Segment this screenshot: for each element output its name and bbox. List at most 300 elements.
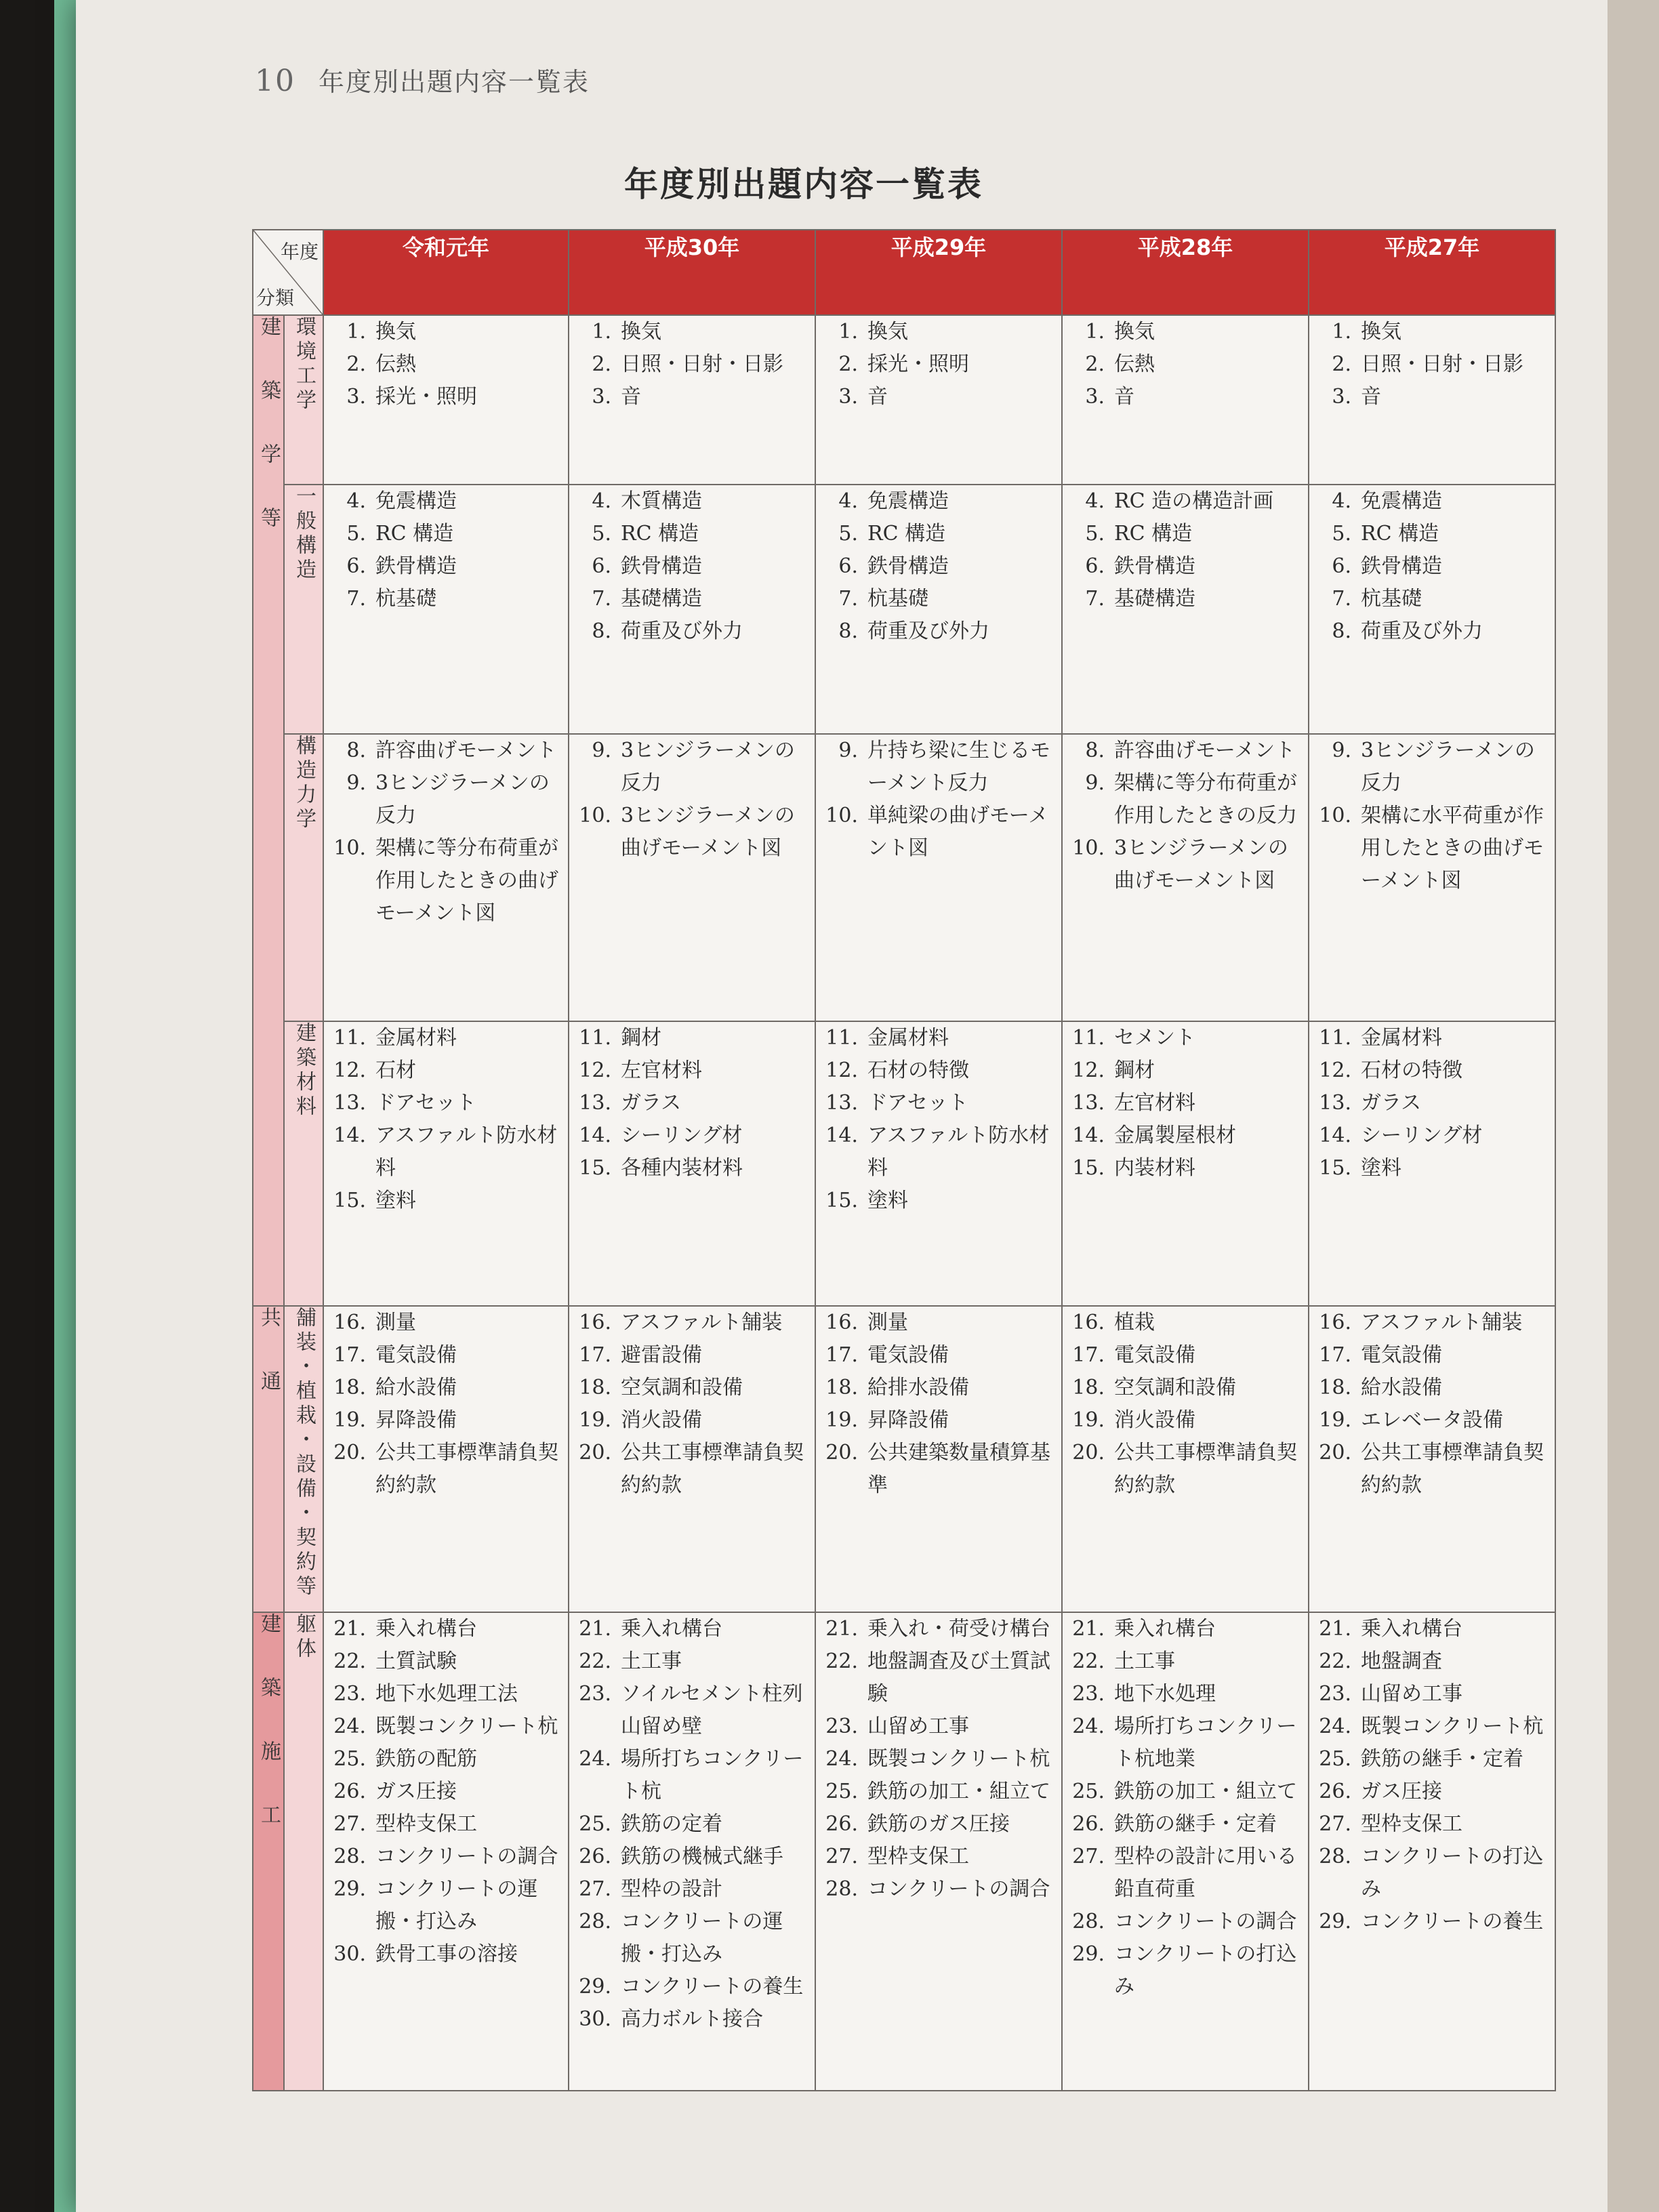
topic-text: 左官材料 (621, 1059, 702, 1082)
topic-text: 伝熱 (1114, 352, 1155, 376)
topic-text: 公共工事標準請負契約約款 (1114, 1441, 1297, 1497)
topic-text: ドアセット (867, 1091, 968, 1115)
major-category-label: 建築学等 (257, 316, 281, 571)
topic-item (324, 1120, 568, 1185)
topic-item (569, 1372, 815, 1404)
topic-number: 20. (579, 1441, 611, 1465)
topic-number: 7. (346, 587, 366, 611)
topic-item (816, 1120, 1061, 1185)
topic-text: 公共建築数量積算基準 (867, 1441, 1050, 1497)
topic-cell (569, 485, 815, 734)
topic-number: 13. (1072, 1091, 1105, 1115)
topic-text: コンクリートの調合 (867, 1877, 1050, 1901)
topic-number: 2. (592, 352, 611, 376)
topic-number: 18. (825, 1376, 858, 1399)
topic-text: 公共工事標準請負契約約款 (375, 1441, 558, 1497)
topic-number: 26. (1072, 1812, 1105, 1836)
topic-cell (323, 734, 569, 1021)
topic-number: 21. (579, 1617, 611, 1641)
topic-item (569, 1645, 815, 1678)
topic-item (816, 1841, 1061, 1873)
topic-number: 10. (579, 804, 611, 827)
topic-item (324, 1339, 568, 1372)
next-page-edge (1607, 0, 1659, 2212)
topic-item (1309, 316, 1555, 348)
topic-item (569, 1054, 815, 1087)
topic-item (569, 1339, 815, 1372)
topic-number: 14. (1319, 1124, 1351, 1147)
topic-item (1309, 348, 1555, 381)
topic-text: 許容曲げモーメント (375, 739, 557, 762)
topic-item (1063, 1808, 1308, 1841)
topic-cell (815, 485, 1062, 734)
topic-number: 12. (579, 1059, 611, 1082)
page-title: 年度別出題内容一覧表 (624, 165, 983, 204)
topic-text: 高力ボルト接合 (621, 2007, 763, 2031)
topic-item (1063, 1938, 1308, 2003)
topic-item (1063, 1678, 1308, 1711)
topic-number: 28. (825, 1877, 858, 1901)
table-row (253, 1612, 1555, 2091)
topic-cell (1309, 734, 1555, 1021)
subcategory-label: 一般構造 (292, 485, 316, 583)
topic-text: 鉄筋の加工・組立て (1114, 1780, 1297, 1803)
topic-text: 基礎構造 (1114, 587, 1195, 611)
topic-text: 音 (867, 385, 888, 409)
topic-number: 10. (333, 836, 366, 860)
major-category (253, 1306, 284, 1612)
topic-item (816, 615, 1061, 648)
topic-item (324, 1054, 568, 1087)
topic-text: RC 構造 (621, 522, 699, 546)
topic-text: シーリング材 (1361, 1124, 1483, 1147)
topic-item (569, 1152, 815, 1185)
subcategory (284, 485, 323, 734)
topic-text: ドアセット (375, 1091, 476, 1115)
topic-text: 山留め工事 (1361, 1682, 1462, 1706)
topic-text: 場所打ちコンクリート杭地業 (1114, 1715, 1297, 1771)
topic-text: 地盤調査 (1361, 1650, 1442, 1673)
topic-item (816, 485, 1061, 518)
table-row (253, 1021, 1555, 1306)
topic-text: 場所打ちコンクリート杭 (621, 1747, 804, 1803)
topic-number: 16. (1319, 1311, 1351, 1334)
topic-number: 22. (333, 1650, 366, 1673)
subcategory-label: 環境工学 (292, 316, 316, 413)
topic-item (816, 1185, 1061, 1217)
topic-text: 音 (1114, 385, 1134, 409)
topic-item (816, 1372, 1061, 1404)
topic-number: 9. (1085, 771, 1105, 795)
topic-number: 27. (825, 1845, 858, 1868)
topic-item (816, 1873, 1061, 1906)
topic-item (569, 1971, 815, 2003)
topic-text: 型枠支保工 (867, 1845, 969, 1868)
subcategory-label: 躯体 (292, 1613, 316, 1662)
topic-item (1063, 1054, 1308, 1087)
topic-text: 石材の特徴 (867, 1059, 969, 1082)
topic-number: 5. (592, 522, 611, 546)
topic-cell (569, 1021, 815, 1306)
topic-number: 13. (333, 1091, 366, 1115)
topic-item (569, 800, 815, 865)
topic-item (569, 550, 815, 583)
topic-number: 8. (592, 619, 611, 643)
topic-item (569, 1437, 815, 1502)
topic-text: 給排水設備 (867, 1376, 969, 1399)
topic-text: 鉄筋の機械式継手 (621, 1845, 783, 1868)
topic-number: 27. (1072, 1845, 1105, 1868)
topic-text: 木質構造 (621, 489, 702, 513)
topic-text: 換気 (1114, 320, 1155, 344)
topic-item (816, 550, 1061, 583)
topic-number: 25. (579, 1812, 611, 1836)
topic-item (816, 1054, 1061, 1087)
topic-item (816, 1645, 1061, 1711)
topic-text: ソイルセメント柱列山留め壁 (621, 1682, 803, 1738)
topic-number: 24. (825, 1747, 858, 1771)
topic-number: 6. (1332, 554, 1351, 578)
topic-number: 19. (333, 1408, 366, 1432)
topic-item (324, 1307, 568, 1339)
topic-number: 7. (1085, 587, 1105, 611)
topic-item (816, 1087, 1061, 1120)
topic-text: 採光・照明 (375, 385, 477, 409)
subcategory (284, 315, 323, 485)
topic-number: 17. (1072, 1343, 1105, 1367)
topic-item (1309, 1841, 1555, 1906)
topic-text: 鉄骨構造 (1114, 554, 1195, 578)
topic-text: 鉄骨構造 (375, 554, 457, 578)
topic-text: 鉄筋の加工・組立て (867, 1780, 1050, 1803)
topic-number: 7. (1332, 587, 1351, 611)
major-category (253, 1612, 284, 2091)
topic-item (324, 1938, 568, 1971)
topic-item (1063, 485, 1308, 518)
topic-item (569, 1678, 815, 1743)
topic-item (816, 316, 1061, 348)
topic-text: アスファルト舗装 (621, 1311, 783, 1334)
topic-text: 3ヒンジラーメンの曲げモーメント図 (1114, 836, 1288, 893)
topic-number: 7. (838, 587, 858, 611)
topic-number: 26. (579, 1845, 611, 1868)
topic-cell (1309, 1612, 1555, 2091)
topic-text: 電気設備 (1361, 1343, 1442, 1367)
topic-text: 架構に水平荷重が作用したときの曲げモーメント図 (1361, 804, 1544, 893)
topic-number: 8. (1332, 619, 1351, 643)
subcategory (284, 1306, 323, 1612)
topic-number: 27. (1319, 1812, 1351, 1836)
topic-text: 塗料 (867, 1189, 908, 1212)
topic-number: 25. (333, 1747, 366, 1771)
topic-number: 25. (1319, 1747, 1351, 1771)
topic-number: 9. (1332, 739, 1351, 762)
topic-number: 3. (346, 385, 366, 409)
topic-text: 日照・日射・日影 (621, 352, 783, 376)
topic-item (1063, 583, 1308, 615)
topic-number: 30. (333, 1942, 366, 1966)
topic-text: 地盤調査及び土質試験 (867, 1650, 1050, 1706)
topic-item (1309, 381, 1555, 413)
topic-item (324, 1711, 568, 1743)
topic-number: 17. (333, 1343, 366, 1367)
topic-item (1309, 550, 1555, 583)
topic-number: 12. (1319, 1059, 1351, 1082)
topic-item (1309, 1776, 1555, 1808)
topic-number: 29. (1319, 1910, 1351, 1933)
topic-text: セメント (1114, 1026, 1195, 1050)
topic-item (324, 1873, 568, 1938)
topic-text: 型枠の設計 (621, 1877, 722, 1901)
topic-number: 11. (825, 1026, 858, 1050)
topic-text: 3ヒンジラーメンの反力 (621, 739, 795, 795)
topic-item (816, 1711, 1061, 1743)
topic-text: 単純梁の曲げモーメント図 (867, 804, 1049, 860)
topic-item (1309, 1906, 1555, 1938)
topic-number: 30. (579, 2007, 611, 2031)
topic-cell (1309, 485, 1555, 734)
topic-number: 5. (838, 522, 858, 546)
topic-cell (1062, 315, 1309, 485)
topic-number: 6. (838, 554, 858, 578)
topic-text: 換気 (1361, 320, 1401, 344)
topic-number: 23. (579, 1682, 611, 1706)
topic-number: 24. (1072, 1715, 1105, 1738)
topic-text: 消火設備 (1114, 1408, 1195, 1432)
topic-cell (323, 315, 569, 485)
topic-number: 16. (333, 1311, 366, 1334)
topic-text: 植栽 (1114, 1311, 1155, 1334)
topic-cell (323, 1306, 569, 1612)
running-header (255, 61, 590, 98)
topic-number: 5. (346, 522, 366, 546)
topic-text: コンクリートの調合 (375, 1845, 558, 1868)
topic-text: RC 構造 (867, 522, 946, 546)
topic-item (1063, 316, 1308, 348)
topic-item (1063, 1906, 1308, 1938)
topic-number: 6. (1085, 554, 1105, 578)
corner-cell (253, 230, 323, 315)
topic-text: コンクリートの打込み (1114, 1942, 1297, 1999)
topic-item (569, 518, 815, 550)
topic-text: 給水設備 (375, 1376, 457, 1399)
topic-text: RC 造の構造計画 (1114, 489, 1274, 513)
topic-item (1063, 1613, 1308, 1645)
topic-item (324, 381, 568, 413)
topic-number: 22. (1319, 1650, 1351, 1673)
topic-item (1063, 518, 1308, 550)
topic-cell (815, 1306, 1062, 1612)
topic-number: 17. (825, 1343, 858, 1367)
topic-item (569, 2003, 815, 2036)
topic-item (569, 583, 815, 615)
subcategory-label: 建築材料 (292, 1022, 316, 1120)
topic-text: ガラス (1361, 1091, 1422, 1115)
topic-number: 14. (825, 1124, 858, 1147)
topic-item (569, 1873, 815, 1906)
topic-item (816, 1613, 1061, 1645)
topic-item (324, 518, 568, 550)
topic-number: 1. (838, 320, 858, 344)
topic-item (816, 1339, 1061, 1372)
topic-number: 22. (825, 1650, 858, 1673)
year-header: 平成29年 (815, 230, 1062, 315)
corner-label-year: 年度 (280, 241, 319, 263)
topic-number: 10. (825, 804, 858, 827)
topic-item (569, 1307, 815, 1339)
topic-number: 11. (579, 1026, 611, 1050)
subcategory (284, 734, 323, 1021)
topic-item (1063, 1437, 1308, 1502)
topic-text: エレベータ設備 (1361, 1408, 1503, 1432)
topic-item (324, 485, 568, 518)
topic-text: 測量 (375, 1311, 416, 1334)
topic-cell (815, 315, 1062, 485)
topic-item (816, 1022, 1061, 1054)
topic-text: 鉄骨工事の溶接 (375, 1942, 518, 1966)
topic-number: 7. (592, 587, 611, 611)
topic-item (1309, 1678, 1555, 1711)
topic-cell (815, 1612, 1062, 2091)
topic-text: 電気設備 (1114, 1343, 1195, 1367)
topic-number: 20. (333, 1441, 366, 1465)
topic-text: 免震構造 (375, 489, 457, 513)
topic-text: ガス圧接 (375, 1780, 457, 1803)
topic-number: 21. (333, 1617, 366, 1641)
topic-text: 金属材料 (867, 1026, 949, 1050)
topic-number: 3. (1332, 385, 1351, 409)
topic-item (569, 381, 815, 413)
topic-text: 空気調和設備 (621, 1376, 743, 1399)
topic-number: 15. (579, 1156, 611, 1180)
topic-item (1309, 1437, 1555, 1502)
topic-item (324, 735, 568, 767)
topic-number: 28. (333, 1845, 366, 1868)
topic-text: 換気 (621, 320, 661, 344)
table-row (253, 1306, 1555, 1612)
topic-cell (569, 1612, 815, 2091)
topic-item (324, 1404, 568, 1437)
topic-text: RC 構造 (1361, 522, 1439, 546)
topic-text: RC 構造 (375, 522, 454, 546)
topic-item (569, 1743, 815, 1808)
topic-text: アスファルト防水材料 (375, 1124, 558, 1180)
topic-text: 土工事 (1114, 1650, 1175, 1673)
topic-item (569, 1087, 815, 1120)
topic-number: 13. (1319, 1091, 1351, 1115)
topic-text: 塗料 (1361, 1156, 1401, 1180)
topic-item (1063, 550, 1308, 583)
topic-item (324, 550, 568, 583)
topic-text: 石材の特徴 (1361, 1059, 1462, 1082)
topic-item (1309, 1022, 1555, 1054)
topic-number: 22. (1072, 1650, 1105, 1673)
topic-item (816, 1307, 1061, 1339)
topic-number: 21. (1319, 1617, 1351, 1641)
topic-item (324, 1437, 568, 1502)
topic-number: 11. (1072, 1026, 1105, 1050)
topic-number: 23. (333, 1682, 366, 1706)
topic-text: 杭基礎 (375, 587, 436, 611)
topic-item (569, 1808, 815, 1841)
topic-number: 19. (579, 1408, 611, 1432)
topic-number: 24. (579, 1747, 611, 1771)
topic-text: 電気設備 (867, 1343, 949, 1367)
topic-cell (1062, 485, 1309, 734)
topic-item (569, 735, 815, 800)
topic-number: 21. (1072, 1617, 1105, 1641)
topic-text: 山留め工事 (867, 1715, 969, 1738)
topic-cell (1309, 1306, 1555, 1612)
topic-number: 20. (1072, 1441, 1105, 1465)
topic-number: 3. (592, 385, 611, 409)
topic-number: 13. (825, 1091, 858, 1115)
topic-number: 28. (1072, 1910, 1105, 1933)
topic-item (324, 1185, 568, 1217)
topic-text: 昇降設備 (867, 1408, 949, 1432)
topic-text: コンクリートの養生 (621, 1975, 804, 1999)
topic-number: 14. (579, 1124, 611, 1147)
topic-item (324, 1841, 568, 1873)
topic-item (569, 615, 815, 648)
topic-item (1063, 1087, 1308, 1120)
topic-item (1309, 1087, 1555, 1120)
topic-item (324, 1776, 568, 1808)
topic-text: 荷重及び外力 (1361, 619, 1483, 643)
topic-item (1309, 800, 1555, 897)
topic-number: 9. (838, 739, 858, 762)
topic-item (1063, 1404, 1308, 1437)
topic-number: 2. (838, 352, 858, 376)
topic-text: 土質試験 (375, 1650, 457, 1673)
topic-item (1309, 1372, 1555, 1404)
topic-item (1309, 1711, 1555, 1743)
topic-text: 許容曲げモーメント (1114, 739, 1296, 762)
topic-item (816, 1808, 1061, 1841)
major-category-label: 建築施工 (257, 1613, 281, 1868)
topic-item (569, 348, 815, 381)
topic-text: 鉄筋の定着 (621, 1812, 722, 1836)
topic-number: 10. (1319, 804, 1351, 827)
topic-item (816, 381, 1061, 413)
table-row (253, 485, 1555, 734)
topic-item (569, 1613, 815, 1645)
topic-number: 4. (1332, 489, 1351, 513)
topic-item (1309, 485, 1555, 518)
topic-item (1063, 1307, 1308, 1339)
topic-number: 19. (825, 1408, 858, 1432)
topic-number: 26. (825, 1812, 858, 1836)
topic-text: シーリング材 (621, 1124, 743, 1147)
year-header: 平成27年 (1309, 230, 1555, 315)
subcategory (284, 1021, 323, 1306)
topic-cell (323, 1612, 569, 2091)
subcategory-label: 舗装・植栽・設備・契約等 (292, 1307, 316, 1599)
topic-cell (569, 1306, 815, 1612)
topic-cell (323, 1021, 569, 1306)
topic-item (816, 1776, 1061, 1808)
topic-text: 金属材料 (375, 1026, 457, 1050)
topic-text: 避雷設備 (621, 1343, 702, 1367)
topic-item (1309, 583, 1555, 615)
topic-number: 18. (579, 1376, 611, 1399)
topic-item (569, 1120, 815, 1152)
topic-number: 16. (579, 1311, 611, 1334)
topic-text: 杭基礎 (1361, 587, 1422, 611)
topic-item (324, 1645, 568, 1678)
topic-number: 11. (1319, 1026, 1351, 1050)
topic-item (324, 1743, 568, 1776)
